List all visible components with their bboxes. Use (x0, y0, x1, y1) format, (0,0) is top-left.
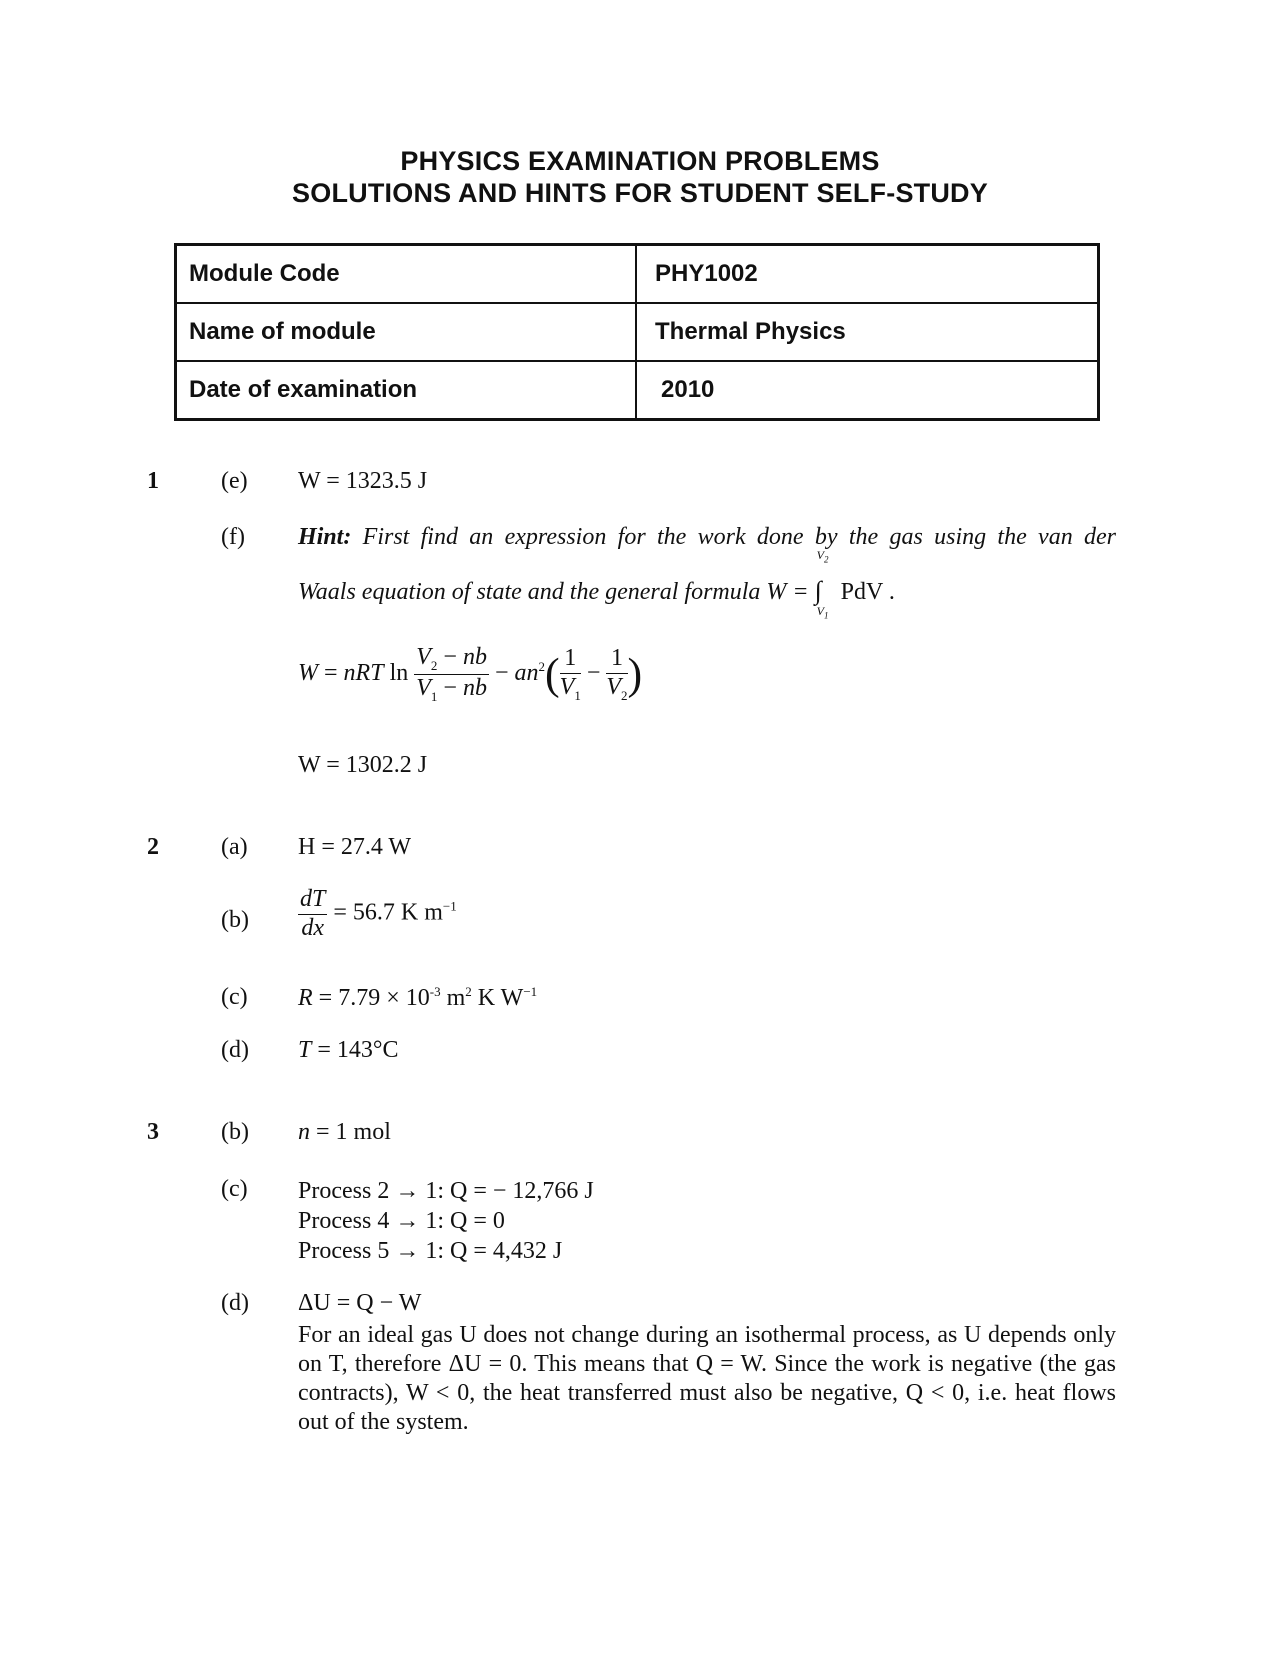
table-row (176, 361, 1099, 420)
q2-part-b-label: (b) (221, 907, 249, 933)
q3-part-c-processes (298, 1176, 594, 1266)
q3-part-b-answer: n = 1 mol (298, 1119, 391, 1145)
hint-label: Hint: (298, 524, 352, 550)
van-der-waals-work-formula: W = nRT ln $\frac{V_2 - nb}{V_1 - nb}$ − $an^2$( $\frac{1}{V_1}$ − $\frac{1}{V_2}$ ) (298, 644, 643, 704)
question-2-number: 2 (147, 834, 159, 860)
module-code-value: PHY1002 (636, 245, 1099, 304)
q3-part-c-label: (c) (221, 1176, 248, 1202)
q3-part-d-label: (d) (221, 1290, 249, 1316)
exam-date-label: Date of examination (176, 361, 637, 420)
process-line: Process 2 → 1: Q = − 12,766 J (298, 1178, 594, 1204)
q2-part-d-label: (d) (221, 1037, 249, 1063)
table-row (176, 303, 1099, 361)
q2-part-a-answer: H = 27.4 W (298, 834, 412, 860)
q3-part-b-label: (b) (221, 1119, 249, 1145)
q1-part-f-answer: W = 1302.2 J (298, 752, 428, 778)
question-1-number: 1 (147, 468, 159, 494)
q1-part-e-label: (e) (221, 468, 248, 494)
q1-part-e-answer: W = 1323.5 J (298, 468, 428, 494)
q3-part-d-equation: ΔU = Q − W (298, 1290, 422, 1316)
q3-part-d-explanation: For an ideal gas U does not change during an isothermal process, as U depends only on T, therefore ΔU = 0. This means that Q = W. Since the work is negative (the gas contracts), W < 0, the heat transferred must also be negative, Q < 0, i.e. heat flows out of the system. (298, 1322, 1116, 1435)
q2-part-c-answer: $R = 7.79 \times 10^{-3}$ $m^2$ K $W^{-1}$ (298, 984, 538, 1011)
table-row (176, 245, 1099, 304)
document-subtitle: SOLUTIONS AND HINTS FOR STUDENT SELF-STUDY (292, 178, 988, 208)
module-name-label: Name of module (176, 303, 637, 361)
hint-text-2: Waals equation of state and the general formula W = (298, 579, 809, 605)
document-title: PHYSICS EXAMINATION PROBLEMS (400, 146, 880, 176)
integral-symbol: $V_2$ ∫ $V_1$ (814, 548, 829, 621)
hint-end: PdV . (840, 579, 895, 605)
q2-part-d-answer: T = 143°C (298, 1037, 399, 1063)
process-line: Process 4 → 1: Q = 0 (298, 1208, 505, 1234)
process-line: Process 5 → 1: Q = 4,432 J (298, 1238, 563, 1264)
module-info-table (174, 243, 1100, 421)
q1-hint-line2 (298, 548, 895, 621)
exam-date-value: 2010 (636, 361, 1099, 420)
q2-part-c-label: (c) (221, 984, 248, 1010)
q1-hint-line1 (298, 524, 1116, 551)
module-code-label: Module Code (176, 245, 637, 304)
module-name-value: Thermal Physics (636, 303, 1099, 361)
question-3-number: 3 (147, 1119, 159, 1145)
hint-text-1: First find an expression for the work done by the gas using the van der (362, 524, 1117, 550)
q1-part-f-label: (f) (221, 524, 245, 550)
q2-part-a-label: (a) (221, 834, 248, 860)
q2-part-b-answer: $\frac{dT}{dx}$ = 56.7 K $m^{-1}$ (300, 886, 457, 941)
